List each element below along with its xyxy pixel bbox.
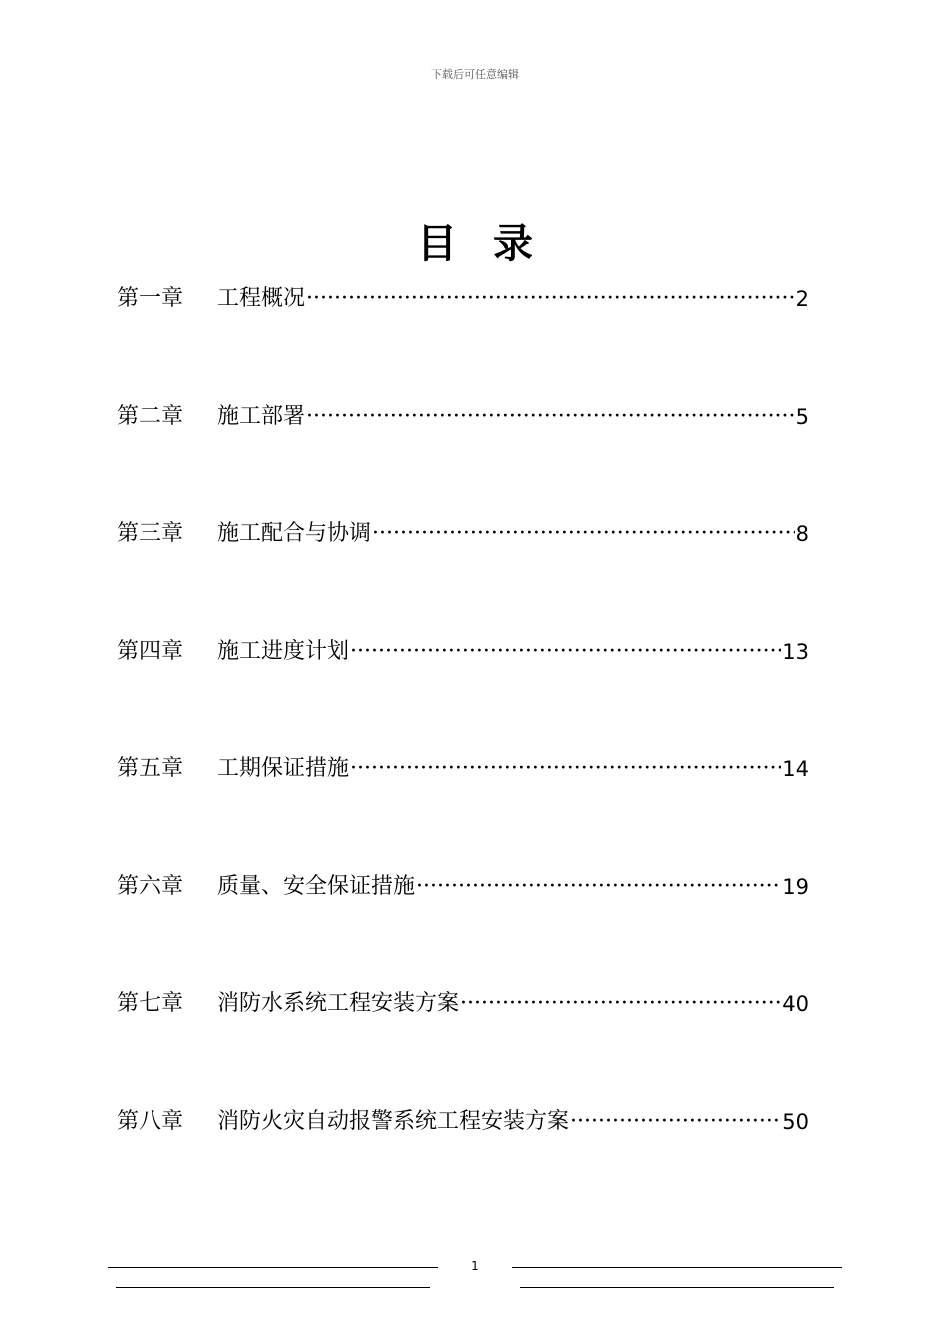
toc-page-number: 14 bbox=[782, 757, 809, 781]
table-of-contents bbox=[117, 280, 809, 1220]
toc-chapter-label: 第八章 bbox=[117, 1108, 184, 1134]
toc-page-number: 50 bbox=[782, 1109, 809, 1134]
toc-chapter-label: 第四章 bbox=[117, 638, 184, 664]
toc-chapter-label: 第三章 bbox=[117, 521, 184, 546]
toc-chapter-label: 第六章 bbox=[117, 873, 184, 899]
toc-title: 消防水系统工程安装方案 bbox=[217, 991, 460, 1016]
toc-entry-8[interactable] bbox=[117, 1103, 809, 1221]
toc-leader-dots bbox=[416, 868, 781, 906]
toc-leader-dots bbox=[306, 280, 795, 318]
toc-leader-dots bbox=[570, 1103, 781, 1141]
toc-entry-1[interactable] bbox=[117, 280, 809, 398]
toc-entry-7[interactable] bbox=[117, 985, 809, 1103]
toc-leader-dots bbox=[372, 515, 795, 553]
toc-title: 施工部署 bbox=[217, 403, 306, 429]
toc-page-number: 8 bbox=[795, 522, 809, 546]
toc-entry-4[interactable] bbox=[117, 633, 809, 751]
footer-rule-left-bottom bbox=[116, 1287, 430, 1288]
toc-leader-dots bbox=[306, 398, 795, 436]
toc-title: 施工进度计划 bbox=[217, 638, 350, 664]
toc-entry-2[interactable] bbox=[117, 398, 809, 516]
toc-page-number: 2 bbox=[795, 287, 809, 311]
toc-chapter-label: 第七章 bbox=[117, 991, 184, 1016]
toc-leader-dots bbox=[350, 633, 781, 671]
page-footer bbox=[0, 1255, 950, 1295]
footer-rule-right-bottom bbox=[520, 1287, 834, 1288]
toc-leader-dots bbox=[350, 750, 781, 788]
toc-page-number: 5 bbox=[795, 404, 809, 429]
toc-title: 工期保证措施 bbox=[217, 756, 350, 781]
toc-leader-dots bbox=[460, 985, 781, 1023]
toc-title: 工程概况 bbox=[217, 286, 306, 311]
toc-chapter-label: 第五章 bbox=[117, 756, 184, 781]
toc-entry-6[interactable] bbox=[117, 868, 809, 986]
toc-entry-3[interactable] bbox=[117, 515, 809, 633]
page-title: 目录 bbox=[417, 220, 569, 267]
toc-title: 消防火灾自动报警系统工程安装方案 bbox=[217, 1108, 570, 1134]
toc-page-number: 40 bbox=[782, 992, 809, 1016]
toc-chapter-label: 第二章 bbox=[117, 403, 184, 429]
toc-page-number: 19 bbox=[782, 874, 809, 899]
toc-title: 质量、安全保证措施 bbox=[217, 873, 416, 899]
header-note: 下载后可任意编辑 bbox=[431, 68, 519, 81]
toc-title: 施工配合与协调 bbox=[217, 521, 372, 546]
toc-entry-5[interactable] bbox=[117, 750, 809, 868]
page-number: 1 bbox=[471, 1259, 479, 1273]
toc-chapter-label: 第一章 bbox=[117, 286, 184, 311]
toc-page-number: 13 bbox=[782, 639, 809, 664]
